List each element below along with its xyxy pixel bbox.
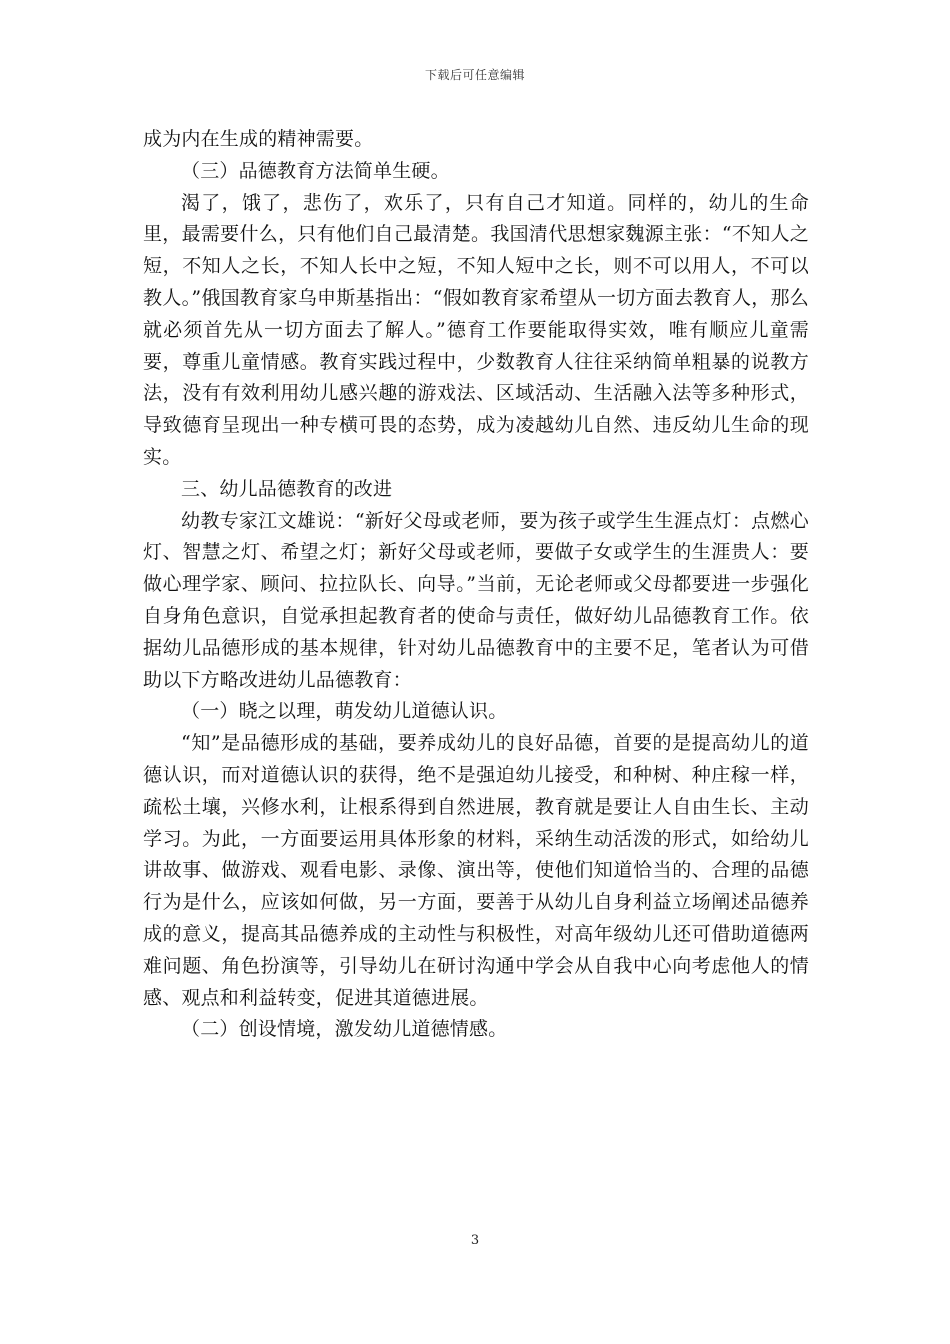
subsection-heading-1: （一）晓之以理，萌发幼儿道德认识。 <box>181 700 508 723</box>
paragraph-continuation: 成为内在生成的精神需要。 <box>143 128 374 150</box>
page-number: 3 <box>470 1233 480 1248</box>
paragraph-body: “知”是品德形成的基础，要养成幼儿的良好品德，首要的是提高幼儿的道德认识，而对道德认识的获得，绝不是强迫幼儿接受，和种树、种庄稼一样，疏松土壤，兴修水利，让根系得到自然进展，教育就是要让人自由生长、主动学习。为此，一方面要运用具体形象的材料，采纳生动活泼的形式，如给幼儿讲故事、做游戏、观看电影、录像、演出等，使他们知道恰当的、合理的品德行为是什么，应该如何做，另一方面，要善于从幼儿自身利益立场阐述品德养成的意义，提高其品德养成的主动性与积极性，对高年级幼儿还可借助道德两难问题、角色扮演等，引导幼儿在研讨沟通中学会从自我中心向考虑他人的情感、观点和利益转变，促进其道德进展。 <box>143 732 809 1009</box>
page-header: 下载后可任意编辑 <box>424 68 525 82</box>
section-heading-3: 三、幼儿品德教育的改进 <box>181 477 393 500</box>
paragraph-body: 渴了，饿了，悲伤了，欢乐了，只有自己才知道。同样的，幼儿的生命里，最需要什么，只有他们自己最清楚。我国清代思想家魏源主张：“不知人之短，不知人之长，不知人长中之短，不知人短中之长，则不可以用人，不可以教人。”俄国教育家乌申斯基指出：“假如教育家希望从一切方面去教育人，那么就必须首先从一切方面去了解人。”德育工作要能取得实效，唯有顺应儿童需要，尊重儿童情感。教育实践过程中，少数教育人往往采纳简单粗暴的说教方法，没有有效利用幼儿感兴趣的游戏法、区域活动、生活融入法等多种形式，导致德育呈现出一种专横可畏的态势，成为凌越幼儿自然、违反幼儿生命的现实。 <box>143 191 809 468</box>
document-body <box>143 124 809 1046</box>
subsection-heading-2: （二）创设情境，激发幼儿道德情感。 <box>181 1018 508 1041</box>
paragraph-body: 幼教专家江文雄说：“新好父母或老师，要为孩子或学生生涯点灯：点燃心灯、智慧之灯、希望之灯；新好父母或老师，要做子女或学生的生涯贵人：要做心理学家、顾问、拉拉队长、向导。”当前，无论老师或父母都要进一步强化自身角色意识，自觉承担起教育者的使命与责任，做好幼儿品德教育工作。依据幼儿品德形成的基本规律，针对幼儿品德教育中的主要不足，笔者认为可借助以下方略改进幼儿品德教育： <box>143 509 809 691</box>
subsection-heading-3: （三）品德教育方法简单生硬。 <box>181 159 450 182</box>
